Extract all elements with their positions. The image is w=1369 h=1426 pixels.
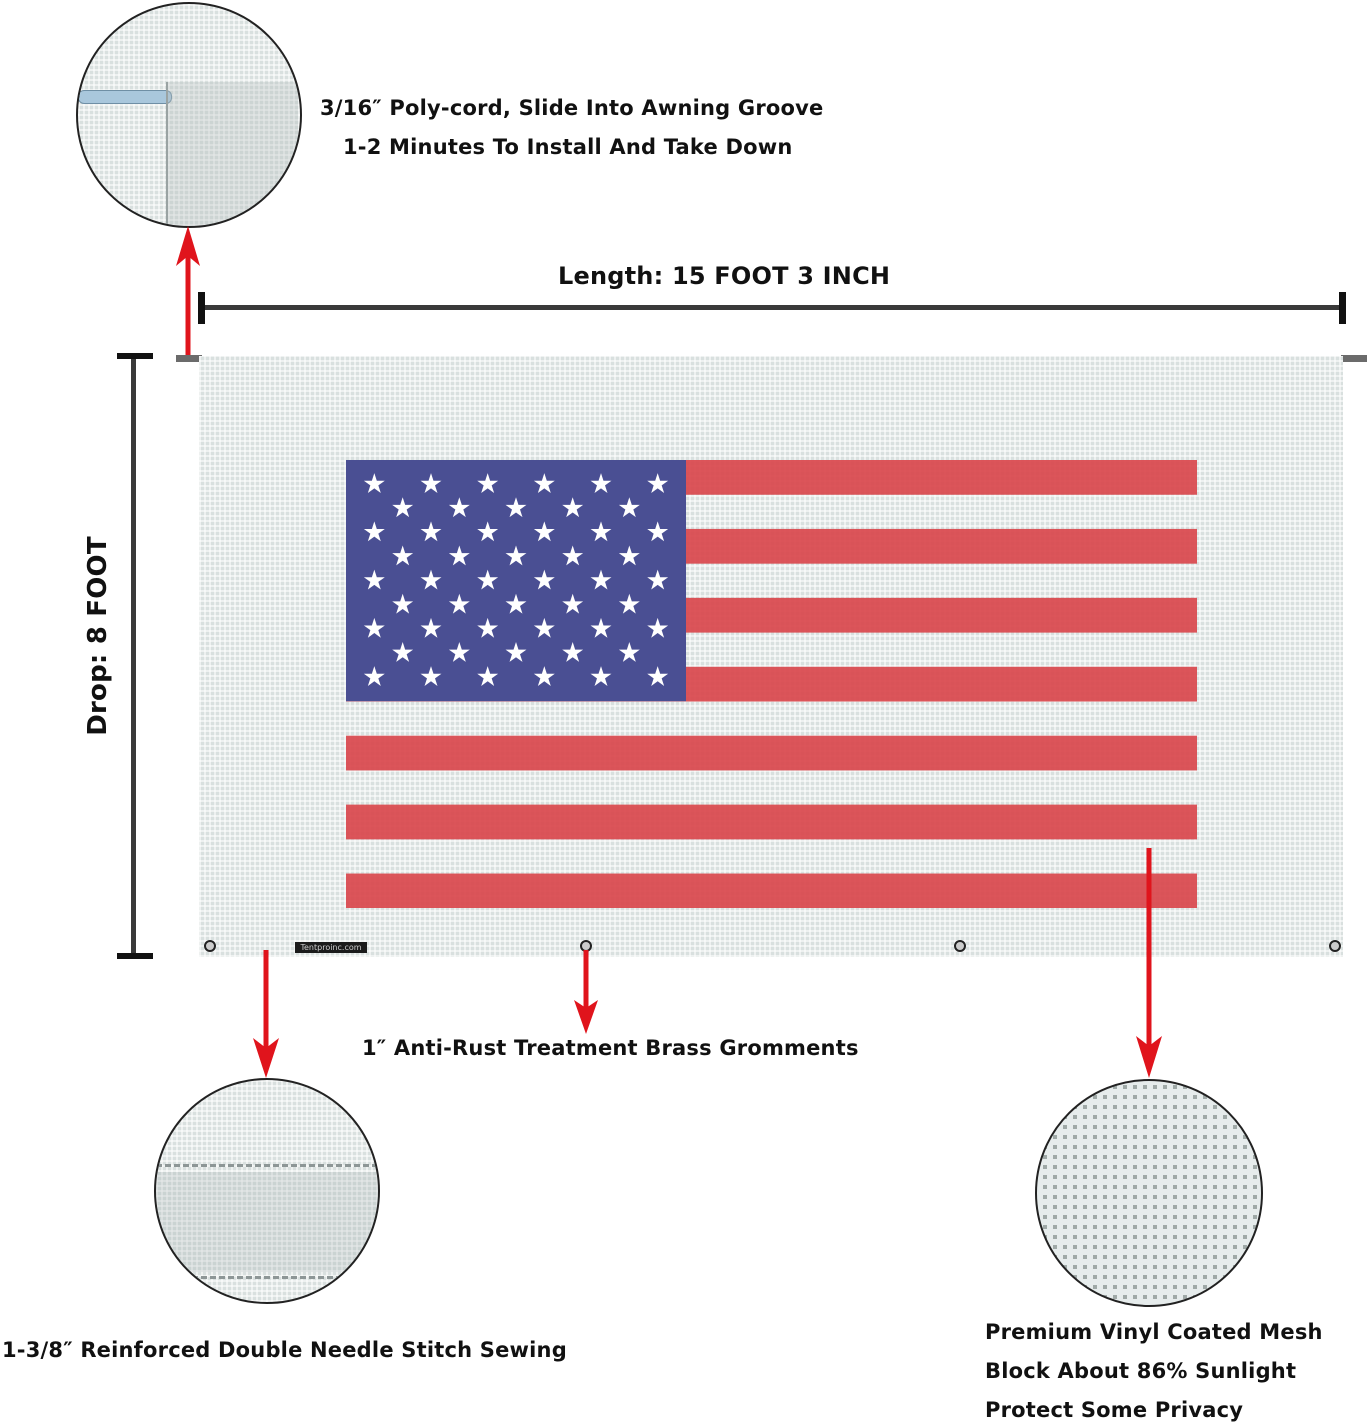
grommets-label: 1″ Anti-Rust Treatment Brass Gromments [362,1036,859,1060]
arrow-to-polycord [174,224,208,358]
mesh-label-line2: Block About 86% Sunlight [985,1359,1297,1383]
flag-graphic [346,460,1197,908]
polycord-rope [78,90,172,104]
stitch-seam-bottom [156,1276,378,1281]
length-dimension-cap-left [198,292,205,324]
grommet [954,940,966,952]
stitch-band [156,1172,378,1272]
length-dimension-cap-right [1339,292,1346,324]
brand-tag [295,942,367,953]
polycord-detail-circle [76,2,302,228]
awning-rail-right [1341,355,1367,362]
drop-dimension-cap-bottom [117,953,153,959]
mesh-panel [199,356,1343,957]
stitch-seam-top [156,1164,378,1169]
polycord-label-line2: 1-2 Minutes To Install And Take Down [343,135,793,159]
stitch-label: 1-3/8″ Reinforced Double Needle Stitch Sewing [2,1338,567,1362]
drop-dimension-line [131,356,136,956]
flag-stripe-red [346,805,1197,840]
arrow-to-stitch [250,950,282,1080]
arrow-to-grommet-label [570,950,602,1036]
hem-fold [166,82,298,228]
length-label: Length: 15 FOOT 3 INCH [558,262,891,290]
flag-stripe-red [346,736,1197,771]
brand-tag-text: Tentproinc.com [300,943,362,952]
mesh-detail-circle [1035,1079,1263,1307]
grommet [204,940,216,952]
drop-label: Drop: 8 FOOT [83,536,113,736]
stitch-detail-circle [154,1078,380,1304]
flag-stripe-red [346,874,1197,908]
grommet [1329,940,1341,952]
polycord-label-line1: 3/16″ Poly-cord, Slide Into Awning Groove [320,96,824,120]
drop-dimension-cap-top [117,353,153,359]
flag-canton [346,460,686,701]
length-dimension-line [199,305,1345,310]
arrow-to-mesh [1133,848,1165,1080]
mesh-label-line1: Premium Vinyl Coated Mesh [985,1320,1323,1344]
mesh-label-line3: Protect Some Privacy [985,1398,1244,1422]
